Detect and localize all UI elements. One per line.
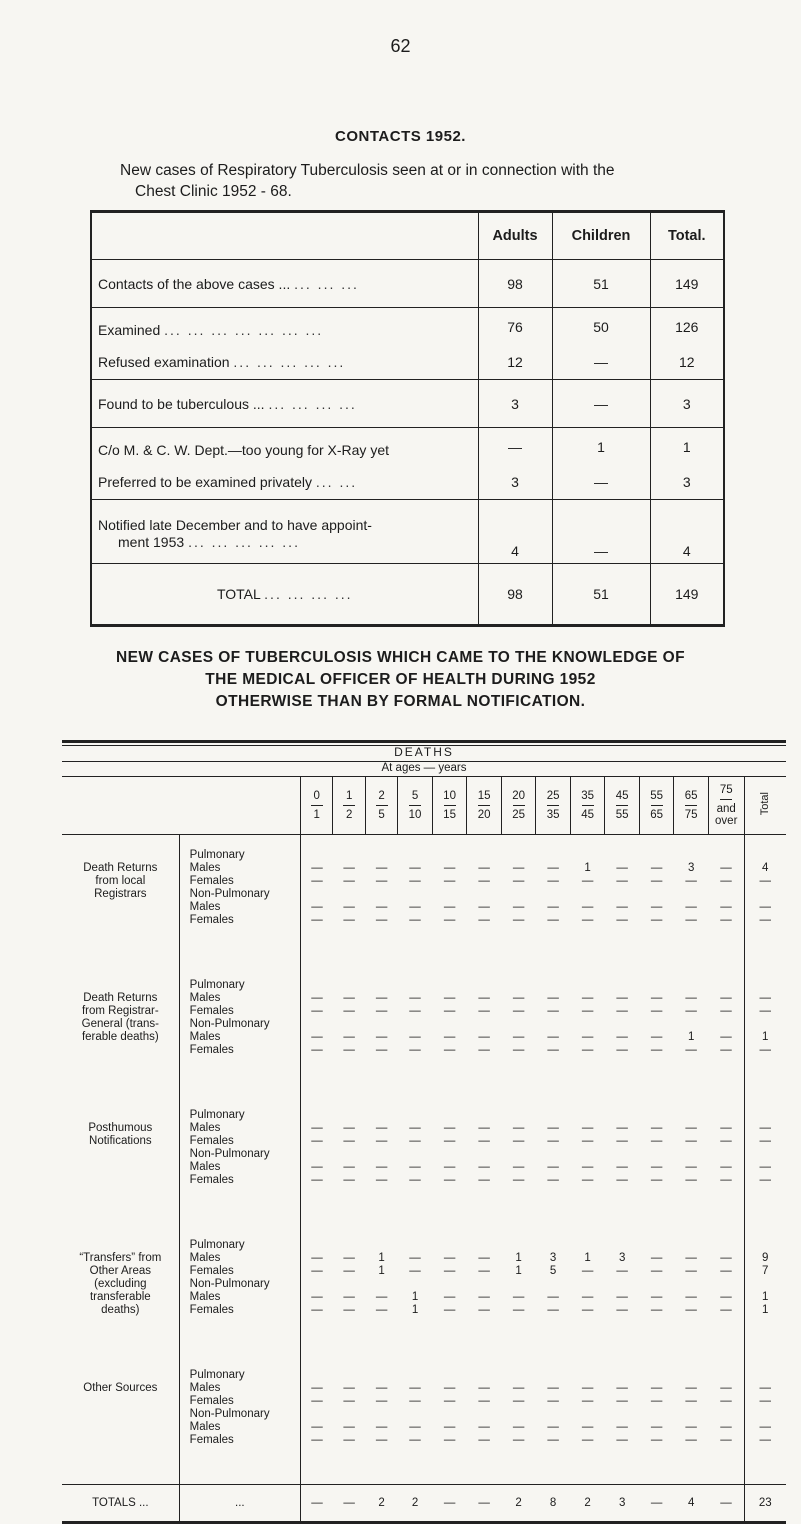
age-value-cell: — — — — [375, 862, 388, 926]
total-cell: — [467, 1485, 502, 1523]
cell-total: 3 [650, 380, 724, 428]
age-group-header: 75 and over [708, 777, 744, 835]
table-row-label: Preferred to be examined privately ... ... [91, 466, 478, 500]
age-value-cell: — — — — [478, 1251, 490, 1316]
total-cell: 2 [501, 1485, 536, 1523]
age-value-cell: — — — — [301, 835, 333, 965]
contacts-intro [120, 160, 740, 202]
deaths-group-row [62, 965, 786, 1095]
age-value-cell: — — — — [301, 1355, 333, 1485]
age-group-header: 45 55 [605, 777, 640, 835]
intro-line-2: Chest Clinic 1952 - 68. [135, 183, 292, 200]
cell-total: 12 [650, 346, 724, 380]
age-value-cell: — — — — [375, 1381, 388, 1446]
age-value-cell: — — — — [343, 991, 355, 1056]
age-value-cell: — — — — [343, 1381, 355, 1446]
table-row-label: Examined ... ... ... ... ... ... ... [91, 308, 478, 346]
cell-adults: 3 [478, 380, 552, 428]
cell-children: 1 [552, 428, 650, 466]
age-value-cell: — — — — [720, 1121, 732, 1186]
source-label: Death Returns from local Registrars [83, 862, 158, 900]
age-value-cell: — — — — [616, 1381, 628, 1446]
cell-children: 51 [552, 260, 650, 308]
age-value-cell: — — — — [650, 1251, 663, 1316]
age-value-cell: — — — — [443, 1251, 456, 1316]
total-cell: — [333, 1485, 365, 1523]
row-total-cell: — — — — [744, 1095, 786, 1225]
header-children: Children [552, 212, 650, 260]
cell-children: — [552, 346, 650, 380]
cell-adults: 76 [478, 308, 552, 346]
age-value-cell: — — — — [547, 1121, 559, 1186]
age-value-cell: — — — — [720, 1251, 732, 1316]
category-labels: Pulmonary Males Females Non-Pulmonary Males Females [179, 965, 300, 1095]
source-label: Posthumous Notifications [88, 1121, 153, 1147]
row-total-cell: — — — — [744, 1355, 786, 1485]
age-value-cell: — — — — [512, 862, 525, 926]
age-value-cell: 1 1 — — [512, 1251, 525, 1316]
header-adults: Adults [478, 212, 552, 260]
age-value-cell: — — — — [720, 991, 732, 1056]
age-value-cell: — — — — [343, 1121, 355, 1186]
row-total-cell: 9 7 1 1 [744, 1225, 786, 1355]
age-value-cell: — — — — [375, 1121, 388, 1186]
contacts-title: CONTACTS 1952. [335, 128, 466, 145]
contacts-table [90, 210, 725, 627]
age-group-header: 65 75 [674, 777, 709, 835]
age-value-cell: — — — — [685, 1381, 697, 1446]
category-labels: Pulmonary Males Females Non-Pulmonary Males Females [179, 1355, 300, 1485]
deaths-group-row [62, 1225, 786, 1355]
age-value-cell: 3 — — — [685, 862, 697, 926]
cell-total: 4 [650, 500, 724, 564]
age-group-header: 35 45 [570, 777, 605, 835]
table-row-label: Found to be tuberculous ... ... ... ... ... [91, 380, 478, 428]
age-value-cell: — — — — [581, 1381, 594, 1446]
blank-source-header [62, 777, 179, 835]
total-header: Total [744, 777, 786, 835]
age-group-header: 0 1 [301, 777, 333, 835]
cell-adults: — [478, 428, 552, 466]
age-value-cell: — — — — [375, 991, 388, 1056]
age-value-cell: — — — — [443, 1121, 456, 1186]
cell-children: — [552, 466, 650, 500]
age-group-header: 2 5 [365, 777, 397, 835]
age-value-cell: — — 1 1 [409, 1251, 421, 1316]
age-value-cell: — — — — [301, 1095, 333, 1225]
age-value-cell: — — — — [650, 1381, 663, 1446]
category-labels: Pulmonary Males Females Non-Pulmonary Males Females [179, 835, 300, 965]
cell-total: 1 [650, 428, 724, 466]
age-value-cell: 3 5 — — [547, 1251, 559, 1316]
row-total-cell: — — 1 — [744, 965, 786, 1095]
age-value-cell: — — — — [512, 1121, 525, 1186]
total-cell: 8 [536, 1485, 571, 1523]
total-cell: 2 [398, 1485, 433, 1523]
cell-children: — [552, 380, 650, 428]
cell-total: 149 [650, 260, 724, 308]
age-value-cell: — — — — [547, 862, 559, 926]
age-value-cell: — — — — [512, 1381, 525, 1446]
age-value-cell: — — — — [478, 991, 490, 1056]
age-value-cell: — — — — [650, 991, 663, 1056]
total-cell: — [639, 1485, 674, 1523]
age-value-cell: — — — — [685, 1121, 697, 1186]
age-value-cell: 1 — — — [581, 1251, 594, 1316]
total-cell: 2 [365, 1485, 397, 1523]
totals-row [62, 1485, 786, 1523]
cell-children: — [552, 500, 650, 564]
age-group-header: 25 35 [536, 777, 571, 835]
cell-adults: 12 [478, 346, 552, 380]
age-value-cell: — — — — [478, 862, 490, 926]
total-cell: 3 [605, 1485, 640, 1523]
cell-total: 3 [650, 466, 724, 500]
age-group-header: 10 15 [432, 777, 467, 835]
age-value-cell: — — — — [343, 1251, 355, 1316]
table-row-label: Contacts of the above cases ... ... ... ... [91, 260, 478, 308]
category-labels: Pulmonary Males Females Non-Pulmonary Males Females [179, 1225, 300, 1355]
age-value-cell: — — — — [301, 965, 333, 1095]
cell-children: 51 [552, 564, 650, 626]
age-value-cell: — — — — [685, 1251, 697, 1316]
ages-subheading: At ages — years [62, 762, 786, 777]
new-cases-title: NEW CASES OF TUBERCULOSIS WHICH CAME TO THE KNOWLEDGE OF THE MEDICAL OFFICER OF HEALTH DURING 1952 OTHERWISE THAN BY FORMAL NOTIFICATION. [116, 649, 685, 710]
source-label: Death Returns from Registrar- General (trans- ferable deaths) [81, 991, 159, 1043]
table-row-label: Refused examination ... ... ... ... ... [91, 346, 478, 380]
row-total-cell: 4 — — — [744, 835, 786, 965]
cell-children: 50 [552, 308, 650, 346]
age-value-cell: — — — — [512, 991, 525, 1056]
age-value-cell: 1 — — — [581, 862, 594, 926]
total-cell: — [432, 1485, 467, 1523]
cell-adults: 98 [478, 260, 552, 308]
blank-category-header [179, 777, 300, 835]
age-value-cell: — — 1 — [685, 991, 697, 1056]
age-value-cell: — — — — [343, 862, 355, 926]
source-label: Other Sources [83, 1381, 158, 1394]
age-value-cell: — — — — [443, 991, 456, 1056]
age-group-header: 15 20 [467, 777, 502, 835]
age-value-cell: — — — — [409, 1121, 421, 1186]
deaths-group-row [62, 1355, 786, 1485]
intro-line-1: New cases of Respiratory Tuberculosis seen at or in connection with the [120, 162, 615, 179]
grand-total-cell: 23 [744, 1485, 786, 1523]
age-group-header: 5 10 [398, 777, 433, 835]
age-value-cell: — — — — [720, 862, 732, 926]
total-row-label: TOTAL ... ... ... ... [91, 564, 478, 626]
cell-adults: 3 [478, 466, 552, 500]
header-total: Total. [650, 212, 724, 260]
age-value-cell: — — — — [616, 1121, 628, 1186]
age-group-header: 20 25 [501, 777, 536, 835]
total-cell: — [301, 1485, 333, 1523]
age-value-cell: — — — — [443, 1381, 456, 1446]
deaths-table [62, 740, 786, 1524]
totals-label: TOTALS ... [62, 1485, 179, 1523]
age-value-cell: — — — — [616, 991, 628, 1056]
cell-adults: 98 [478, 564, 552, 626]
age-value-cell: — — — — [547, 1381, 559, 1446]
age-group-header: 1 2 [333, 777, 365, 835]
cell-adults: 4 [478, 500, 552, 564]
cell-total: 149 [650, 564, 724, 626]
table-row-label: C/o M. & C. W. Dept.—too young for X-Ray yet [91, 428, 478, 466]
page-number: 62 [390, 36, 411, 56]
age-value-cell: — — — — [720, 1381, 732, 1446]
age-value-cell: — — — — [301, 1225, 333, 1355]
deaths-heading: DEATHS [62, 746, 786, 762]
age-value-cell: — — — — [478, 1381, 490, 1446]
age-group-header: 55 65 [639, 777, 674, 835]
age-value-cell: — — — — [547, 991, 559, 1056]
totals-dots: ... [179, 1485, 300, 1523]
age-value-cell: — — — — [650, 1121, 663, 1186]
age-value-cell: — — — — [650, 862, 663, 926]
age-value-cell: — — — — [443, 862, 456, 926]
cell-total: 126 [650, 308, 724, 346]
total-cell: 4 [674, 1485, 709, 1523]
age-value-cell: — — — — [409, 991, 421, 1056]
age-value-cell: — — — — [581, 991, 594, 1056]
deaths-group-row [62, 1095, 786, 1225]
age-value-cell: — — — — [581, 1121, 594, 1186]
age-value-cell: — — — — [478, 1121, 490, 1186]
table-row-label: Notified late December and to have appoint- ment 1953 ... ... ... ... ... [91, 500, 478, 564]
source-label: “Transfers” from Other Areas (excluding transferable deaths) [79, 1251, 162, 1316]
total-cell: 2 [570, 1485, 605, 1523]
contacts-table-blank-header [91, 212, 478, 260]
age-value-cell: — — — — [409, 862, 421, 926]
age-value-cell: 3 — — — [616, 1251, 628, 1316]
age-value-cell: — — — — [616, 862, 628, 926]
age-value-cell: — — — — [409, 1381, 421, 1446]
total-cell: — [708, 1485, 744, 1523]
age-value-cell: 1 1 — — [375, 1251, 388, 1316]
category-labels: Pulmonary Males Females Non-Pulmonary Males Females [179, 1095, 300, 1225]
deaths-group-row [62, 835, 786, 965]
